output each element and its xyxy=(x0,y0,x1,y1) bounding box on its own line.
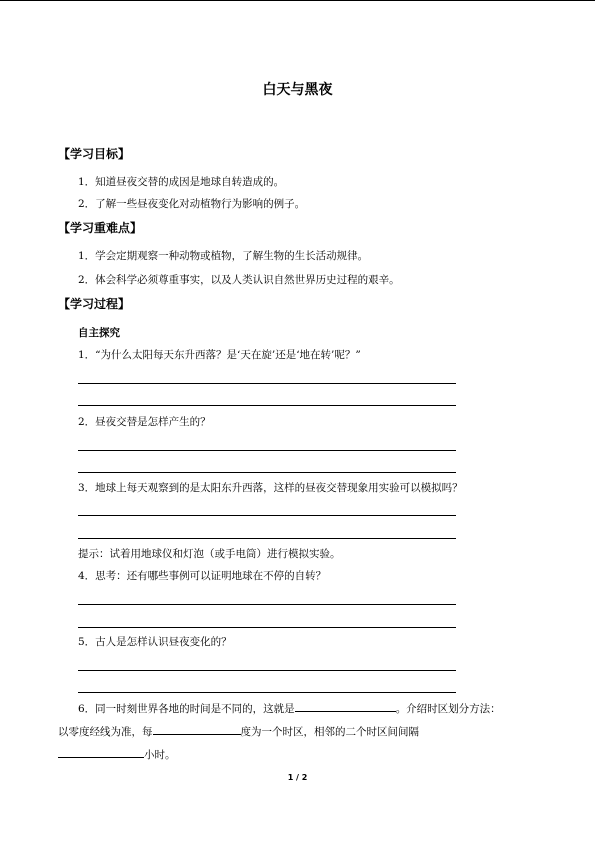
answer-line[interactable] xyxy=(78,450,456,451)
objective-item-2: 2．了解一些昼夜变化对动植物行为影响的例子。 xyxy=(78,198,306,210)
fill-blank-2[interactable] xyxy=(153,723,241,735)
question-2: 2．昼夜交替是怎样产生的？ xyxy=(78,416,211,428)
question-6-text-a: 6．同一时刻世界各地的时间是不同的，这就是 xyxy=(78,703,295,715)
answer-line[interactable] xyxy=(78,538,456,539)
page-title: 白天与黑夜 xyxy=(262,82,333,98)
subheading-self-study: 自主探究 xyxy=(78,327,120,339)
question-5: 5．古人是怎样认识昼夜变化的？ xyxy=(78,636,232,648)
question-6-line-1 xyxy=(78,700,501,716)
fill-blank-3[interactable] xyxy=(58,746,144,758)
fill-blank-1[interactable] xyxy=(295,700,396,712)
answer-line[interactable] xyxy=(78,472,456,473)
key-point-item-2: 2．体会科学必须尊重事实，以及人类认识自然世界历史过程的艰辛。 xyxy=(78,274,400,286)
section-heading-objectives: 【学习目标】 xyxy=(58,147,131,161)
objective-item-1: 1．知道昼夜交替的成因是地球自转造成的。 xyxy=(78,176,285,188)
section-heading-key-points: 【学习重难点】 xyxy=(58,221,143,235)
section-heading-process: 【学习过程】 xyxy=(58,297,131,311)
question-6-text-b: 。介绍时区划分方法： xyxy=(395,703,501,715)
question-3: 3．地球上每天观察到的是太阳东升西落，这样的昼夜交替现象用实验可以模拟吗？ xyxy=(78,482,463,494)
answer-line[interactable] xyxy=(78,692,456,693)
answer-line[interactable] xyxy=(78,627,456,628)
key-point-item-1: 1．学会定期观察一种动物或植物，了解生物的生长活动规律。 xyxy=(78,250,369,262)
answer-line[interactable] xyxy=(78,405,456,406)
answer-line[interactable] xyxy=(78,515,456,516)
answer-line[interactable] xyxy=(78,383,456,384)
answer-line[interactable] xyxy=(78,670,456,671)
question-6-text-c: 以零度经线为准，每 xyxy=(58,726,153,738)
page-number: 1 / 2 xyxy=(287,773,308,782)
question-1: 1．“为什么太阳每天东升西落？是‘天在旋’还是‘地在转’呢？” xyxy=(78,349,361,361)
answer-line[interactable] xyxy=(78,604,456,605)
question-6-text-e: 小时。 xyxy=(144,749,176,761)
question-6-text-d: 度为一个时区，相邻的二个时区间间隔 xyxy=(240,726,419,738)
question-6-line-2 xyxy=(58,723,419,739)
top-border-line xyxy=(0,0,595,1)
hint-text: 提示：试着用地球仪和灯泡（或手电筒）进行模拟实验。 xyxy=(78,548,341,560)
question-4: 4．思考：还有哪些事例可以证明地球在不停的自转？ xyxy=(78,570,327,582)
question-6-line-3 xyxy=(58,746,176,762)
